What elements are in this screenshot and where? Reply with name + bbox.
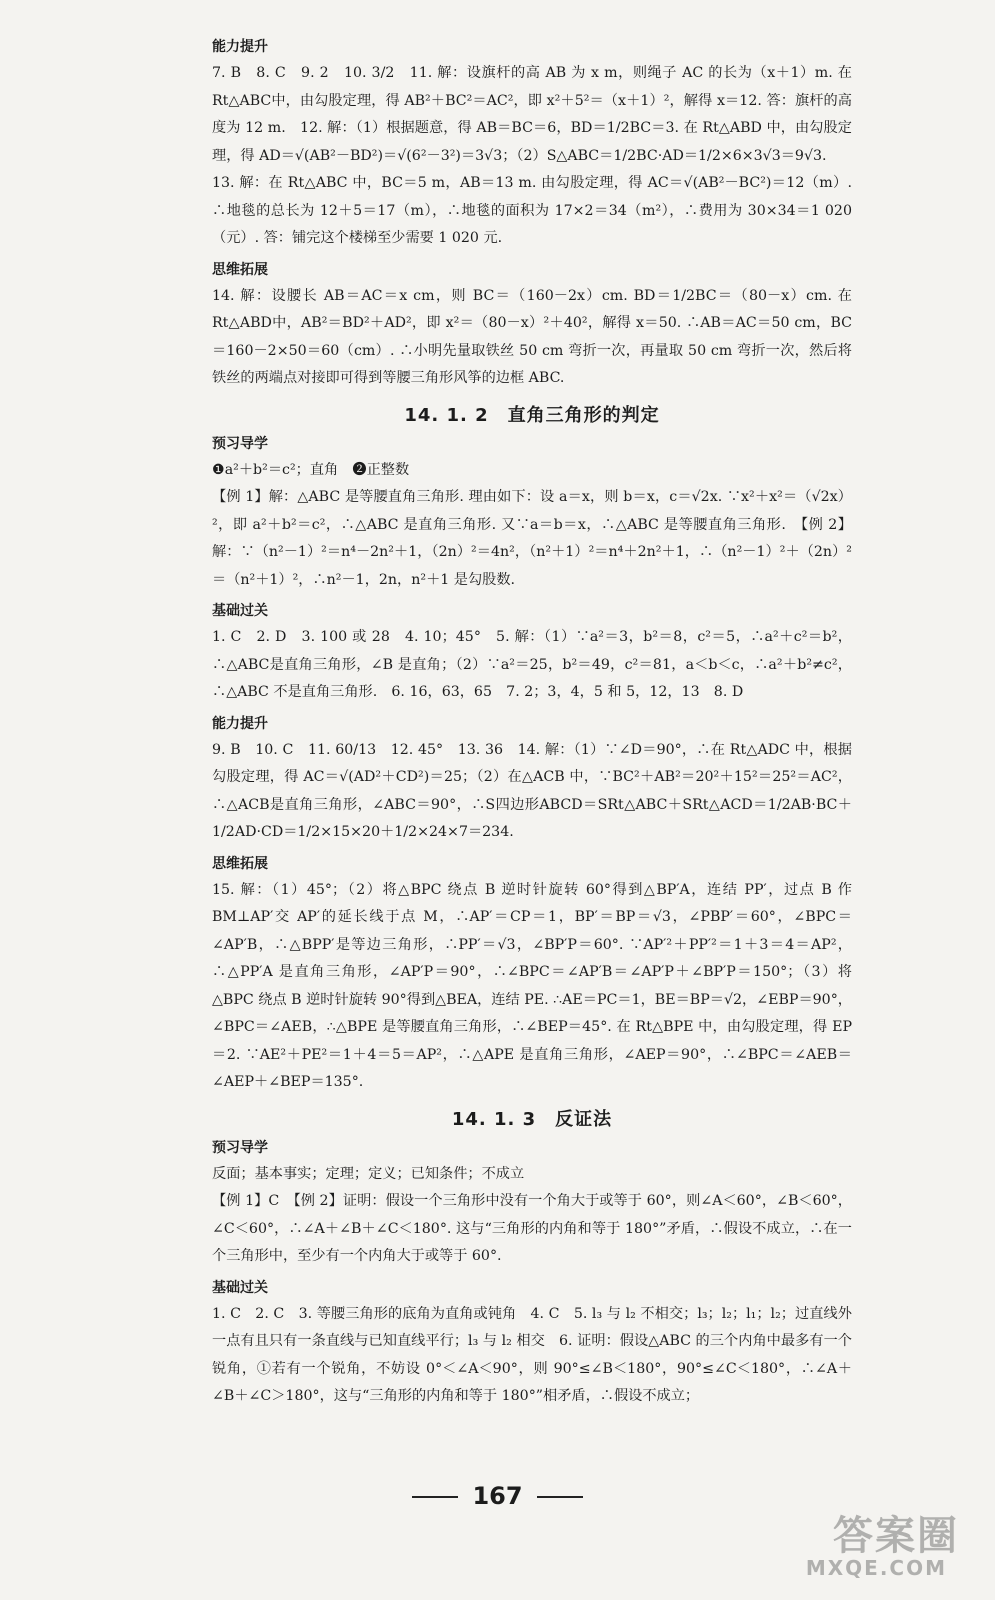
section-title-1412: 14. 1. 2 直角三角形的判定 (404, 404, 660, 426)
content-column (212, 30, 852, 1411)
heading-preview: 预习导学 (212, 435, 268, 452)
heading-basic-1413: 基础过关 (212, 1279, 268, 1296)
preview-answers: ❶a²＋b²＝c²；直角 ❷正整数 (212, 461, 410, 478)
preview-answers-1413: 反面；基本事实；定理；定义；已知条件；不成立 (212, 1165, 525, 1182)
basic-answers-1412: 1. C 2. D 3. 100 或 28 4. 10；45° 5. 解：（1）∵a²＝3，b²＝8，c²＝5，∴a²＋c²＝b²，∴△ABC是直角三角形，∠B 是直角；（2）∵a²＝25，b²＝49，c²＝81，a＜b＜c，∴a²＋b²≠c²，∴△ABC 不是直角三角形. 6. 16，63，65 7. 2；3，4，5 和 5，12，13 8. D (212, 629, 852, 700)
section-title-1413: 14. 1. 3 反证法 (451, 1108, 613, 1130)
heading-preview-1413: 预习导学 (212, 1139, 268, 1156)
examples-1412: 【例 1】解：△ABC 是等腰直角三角形. 理由如下：设 a＝x，则 b＝x，c＝√2x. ∵x²＋x²＝（√2x）²，即 a²＋b²＝c²，∴△ABC 是直角三角形. 又∵a＝b＝x，∴△ABC 是等腰直角三角形. 【例 2】解：∵（n²－1）²＝n⁴－2n²＋1，（2n）²＝4n²，（n²＋1）²＝n⁴＋2n²＋1，∴（n²－1）²＋（2n）²＝（n²＋1）²，∴n²－1，2n，n²＋1 是勾股数. (212, 489, 852, 588)
thinking-answers-1412: 15. 解：（1）45°；（2）将△BPC 绕点 B 逆时针旋转 60°得到△BP′A，连结 PP′，过点 B 作 BM⊥AP′交 AP′的延长线于点 M，∴AP′＝CP＝1，BP′＝BP＝√3，∠PBP′＝60°，∠BPC＝∠AP′B，∴△BPP′是等边三角形，∴PP′＝√3，∠BP′P＝60°. ∵AP′²＋PP′²＝1＋3＝4＝AP²，∴△PP′A 是直角三角形，∠AP′P＝90°，∴∠BPC＝∠AP′B＝∠AP′P＋∠BP′P＝150°；（3）将△BPC 绕点 B 逆时针旋转 90°得到△BEA，连结 PE. ∴AE＝PC＝1，BE＝BP＝√2，∠EBP＝90°，∠BPC＝∠AEB，∴△BPE 是等腰直角三角形，∴∠BEP＝45°. 在 Rt△BPE 中，由勾股定理，得 EP＝2. ∵AE²＋PE²＝1＋4＝5＝AP²，∴△APE 是直角三角形，∠AEP＝90°，∴∠BPC＝∠AEB＝∠AEP＋∠BEP＝135°. (212, 881, 852, 1090)
watermark-text-cn: 答案圈 (833, 1513, 959, 1559)
footer-dash-right (537, 1496, 583, 1498)
heading-basic: 基础过关 (212, 603, 268, 619)
heading-thinking: 思维拓展 (212, 261, 268, 278)
footer-dash-left (412, 1496, 458, 1498)
answers-7-12: 7. B 8. C 9. 2 10. 3/2 11. 解：设旗杆的高 AB 为 x m，则绳子 AC 的长为（x＋1）m. 在 Rt△ABC中，由勾股定理，得 AB²＋BC²＝AC²，即 x²＋5²＝（x＋1）²，解得 x＝12. 答：旗杆的高度为 12 m. 12. 解：（1）根据题意，得 AB＝BC＝6，BD＝1/2BC＝3. 在 Rt△ABD 中，由勾股定理，得 AD＝√(AB²－BD²)＝√(6²－3²)＝3√3；（2）S△ABC＝1/2BC·AD＝1/2×6×3√3＝9√3. (212, 65, 852, 164)
watermark-text-en: MXQE.COM (805, 1556, 947, 1580)
answer-14: 14. 解：设腰长 AB＝AC＝x cm，则 BC＝（160－2x）cm. BD＝1/2BC＝（80－x）cm. 在 Rt△ABD中，AB²＝BD²＋AD²，即 x²＝（80－x）²＋40²，解得 x＝50. ∴AB＝AC＝50 cm，BC＝160－2×50＝60（cm）. ∴小明先量取铁丝 50 cm 弯折一次，再量取 50 cm 弯折一次，然后将铁丝的两端点对接即可得到等腰三角形风筝的边框 ABC. (212, 287, 852, 386)
watermark-logo (781, 1500, 981, 1590)
heading-thinking-1412: 思维拓展 (212, 855, 268, 872)
heading-ability: 能力提升 (212, 39, 268, 55)
page-number: 167 (472, 1482, 523, 1510)
answer-13: 13. 解：在 Rt△ABC 中，BC＝5 m，AB＝13 m. 由勾股定理，得 AC＝√(AB²－BC²)＝12（m）. ∴地毯的总长为 12＋5＝17（m），∴地毯的面积为 17×2＝34（m²），∴费用为 30×34＝1 020（元）. 答：铺完这个楼梯至少需要 1 020 元. (212, 175, 852, 246)
heading-ability-1412: 能力提升 (212, 715, 268, 732)
examples-1413: 【例 1】C 【例 2】证明：假设一个三角形中没有一个角大于或等于 60°，则∠A＜60°，∠B＜60°，∠C＜60°，∴∠A＋∠B＋∠C＜180°. 这与“三角形的内角和等于 180°”矛盾，∴假设不成立，∴在一个三角形中，至少有一个内角大于或等于 60°. (212, 1193, 852, 1264)
basic-answers-1413: 1. C 2. C 3. 等腰三角形的底角为直角或钝角 4. C 5. l₃ 与 l₂ 不相交；l₃；l₂；l₁；l₂；过直线外一点有且只有一条直线与已知直线平行；l₃ 与 l₂ 相交 6. 证明：假设△ABC 的三个内角中最多有一个锐角，①若有一个锐角，不妨设 0°＜∠A＜90°，则 90°≤∠B＜180°，90°≤∠C＜180°，∴∠A＋∠B＋∠C＞180°，这与“三角形的内角和等于 180°”相矛盾，∴假设不成立； (212, 1305, 852, 1404)
ability-answers-1412: 9. B 10. C 11. 60/13 12. 45° 13. 36 14. 解：（1）∵∠D＝90°，∴在 Rt△ADC 中，根据勾股定理，得 AC＝√(AD²＋CD²)＝25；（2）在△ACB 中，∵BC²＋AB²＝20²＋15²＝25²＝AC²，∴△ACB是直角三角形，∠ABC＝90°，∴S四边形ABCD＝SRt△ABC＋SRt△ACD＝1/2AB·BC＋1/2AD·CD＝1/2×15×20＋1/2×24×7＝234. (212, 741, 852, 840)
